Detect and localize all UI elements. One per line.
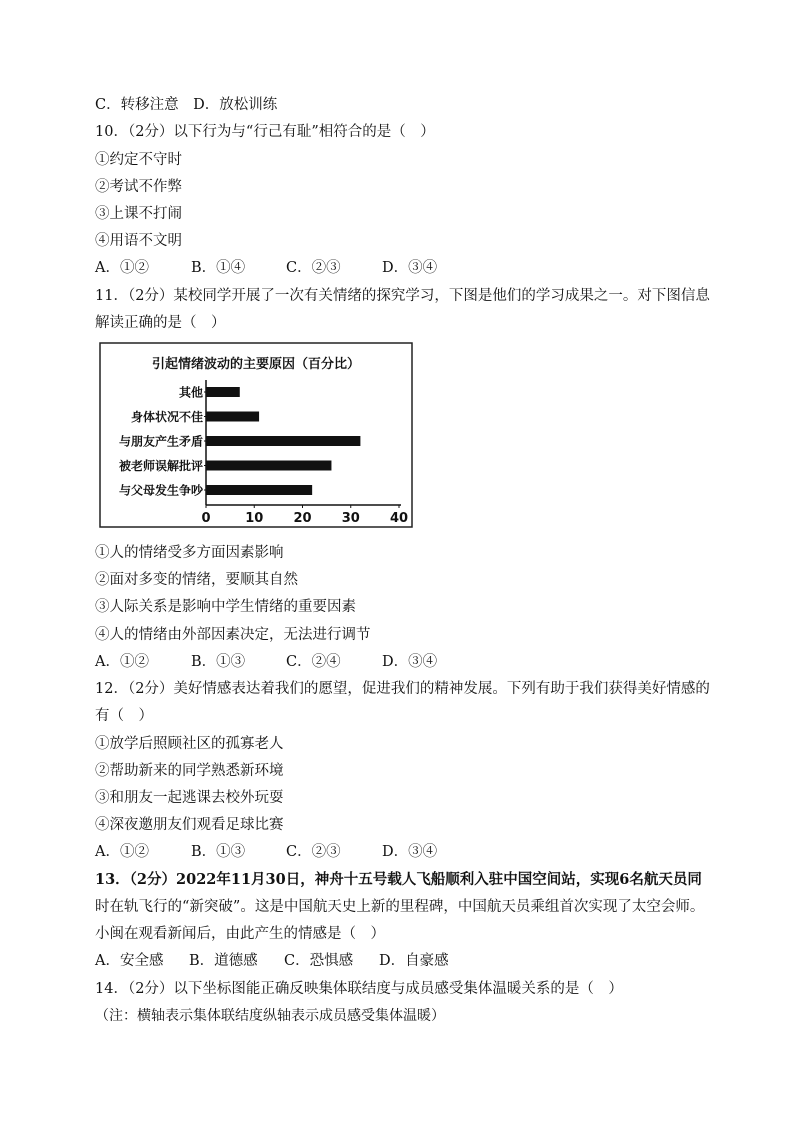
category-label: 与父母发生争吵 [118,483,203,498]
q10-statement-2: ②考试不作弊 [95,179,182,195]
bar [206,387,240,397]
q11-statement-4: ④人的情绪由外部因素决定，无法进行调节 [95,627,371,643]
q11-statement-1: ①人的情绪受多方面因素影响 [95,545,284,561]
q10-statement-3: ③上课不打闹 [95,206,182,222]
q9-options-cd: C．转移注意 D．放松训练 [95,97,278,113]
bar [206,436,360,446]
q11-option-b: B．①③ [191,654,246,670]
q11-option-a: A．①② [95,654,149,670]
q14-note: （注：横轴表示集体联结度纵轴表示成员感受集体温暖） [95,1008,445,1024]
x-tick-label: 20 [293,511,312,526]
category-label: 被老师误解批评 [118,459,203,473]
bar [206,461,331,471]
bar [206,412,259,422]
category-label: 身体状况不佳 [130,410,203,424]
q12-stem-line2: 有（ ） [95,708,153,724]
category-label: 与朋友产生矛盾 [118,434,203,449]
q10-stem: 10．（2分）以下行为与“行己有耻”相符合的是（ ） [95,124,435,140]
emotion-cause-chart [99,342,413,528]
bar-chart-svg [99,342,413,528]
x-tick-label: 40 [389,511,409,526]
q13-stem-line1: 13．（2分）2022年11月30日，神舟十五号载人飞船顺利入驻中国空间站，实现6名航天员同 [95,871,702,888]
category-label: 其他 [178,385,203,400]
q11-statement-2: ②面对多变的情绪，要顺其自然 [95,572,298,588]
q12-stem-line1: 12．（2分）美好情感表达着我们的愿望，促进我们的精神发展。下列有助于我们获得美好情感的 [95,681,710,697]
q11-options [95,652,437,672]
q11-option-d: D．③④ [382,654,438,670]
x-tick-label: 0 [201,511,211,526]
q12-statement-3: ③和朋友一起逃课去校外玩耍 [95,790,284,806]
q13-option-a: A．安全感 [95,953,164,969]
q10-statement-4: ④用语不文明 [95,233,182,249]
q12-option-d: D．③④ [382,844,438,860]
x-tick-label: 10 [245,511,264,526]
q10-option-a: A．①② [95,260,149,276]
chart-title: 引起情绪波动的主要原因（百分比） [151,357,361,372]
q10-option-d: D．③④ [382,260,438,276]
q10-options [95,258,437,278]
q11-option-c: C．②④ [286,654,341,670]
q14-stem: 14．（2分）以下坐标图能正确反映集体联结度与成员感受集体温暖关系的是（ ） [95,981,623,997]
q12-option-b: B．①③ [191,844,246,860]
q13-option-c: C．恐惧感 [284,953,354,969]
q13-stem-line2: 时在轨飞行的“新突破”。这是中国航天史上新的里程碑，中国航天员乘组首次实现了太空会师。 [95,899,705,915]
q13-option-b: B．道德感 [189,953,258,969]
q10-option-b: B．①④ [191,260,246,276]
q12-option-a: A．①② [95,844,149,860]
q13-option-d: D．自豪感 [379,953,449,969]
q13-stem-line3: 小闽在观看新闻后，由此产生的情感是（ ） [95,926,385,942]
q11-stem-line1: 11．（2分）某校同学开展了一次有关情绪的探究学习，下图是他们的学习成果之一。对下图信息 [95,288,710,304]
q12-option-c: C．②③ [286,844,341,860]
q11-stem-line2: 解读正确的是（ ） [95,315,226,331]
q12-statement-1: ①放学后照顾社区的孤寡老人 [95,736,284,752]
q12-options [95,842,437,862]
q13-options [95,951,449,971]
q10-statement-1: ①约定不守时 [95,152,182,168]
q12-statement-2: ②帮助新来的同学熟悉新环境 [95,763,284,779]
x-tick-label: 30 [341,511,360,526]
bar [206,485,312,495]
q10-option-c: C．②③ [286,260,341,276]
q11-statement-3: ③人际关系是影响中学生情绪的重要因素 [95,599,356,615]
q12-statement-4: ④深夜邀朋友们观看足球比赛 [95,817,284,833]
